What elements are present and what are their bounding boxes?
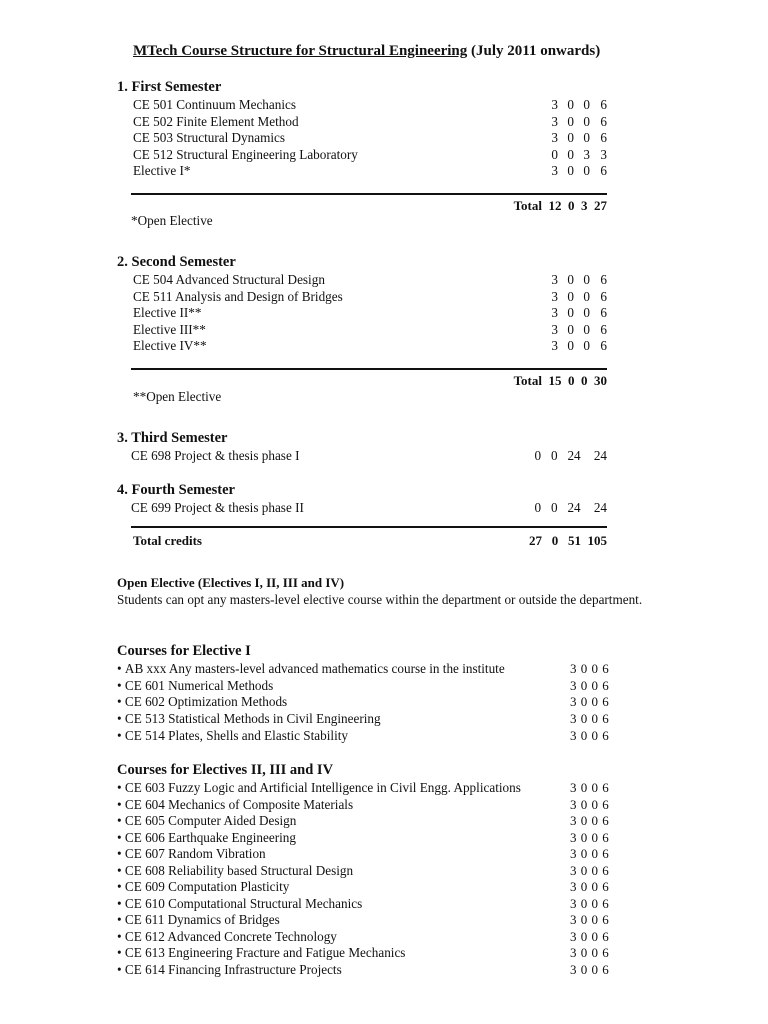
credit-cell: 0 bbox=[567, 289, 574, 304]
course-credits: 3 0 0 6 bbox=[570, 962, 610, 977]
credit-cell: 6 bbox=[600, 130, 607, 145]
credit-cell: 0 bbox=[567, 97, 574, 112]
list-item: • CE 613 Engineering Fracture and Fatigue Mechanics bbox=[117, 945, 406, 960]
sem2-total: Total 15 0 0 30 bbox=[513, 373, 607, 388]
course-credits: 3 0 0 6 bbox=[570, 896, 610, 911]
credit-cell: 0 bbox=[567, 130, 574, 145]
credit-cell: 3 bbox=[551, 97, 558, 112]
sem3-credits: 0 0 24 24 bbox=[534, 448, 607, 463]
open-elective-text: Students can opt any masters-level elective course within the department or outside the department. bbox=[117, 592, 643, 607]
credit-cell: 6 bbox=[600, 338, 607, 353]
credit-cell: 0 bbox=[583, 322, 590, 337]
credit-cell: 0 bbox=[567, 305, 574, 320]
course-credits: 3 0 0 6 bbox=[570, 678, 610, 693]
credit-cell: 3 bbox=[600, 147, 607, 162]
course-name: CE 603 Fuzzy Logic and Artificial Intelligence in Civil Engg. Applications bbox=[124, 780, 521, 795]
credit-cell: 3 bbox=[551, 305, 558, 320]
course-credits: 3 0 0 6 bbox=[570, 694, 610, 709]
divider-rule bbox=[131, 193, 607, 195]
total-credits-value: 27 0 51 105 bbox=[529, 533, 607, 548]
credit-cell: 0 bbox=[583, 272, 590, 287]
course-credits: 3 0 0 6 bbox=[570, 912, 610, 927]
course-name: CE 601 Numerical Methods bbox=[124, 678, 274, 693]
list-item: • CE 605 Computer Aided Design bbox=[117, 813, 297, 828]
credit-cell: 3 bbox=[551, 272, 558, 287]
credit-cell: 0 bbox=[583, 114, 590, 129]
course-name: CE 604 Mechanics of Composite Materials bbox=[124, 797, 354, 812]
course-name: CE 608 Reliability based Structural Design bbox=[124, 863, 354, 878]
total-credits-label: Total credits bbox=[133, 533, 202, 548]
list-item: • CE 513 Statistical Methods in Civil Engineering bbox=[117, 711, 381, 726]
credit-cell: 0 bbox=[567, 114, 574, 129]
sem4-course: CE 699 Project & thesis phase II bbox=[131, 500, 304, 515]
divider-rule bbox=[131, 368, 607, 370]
sem2-course-0: CE 504 Advanced Structural Design bbox=[133, 272, 325, 287]
list-item: • CE 610 Computational Structural Mechanics bbox=[117, 896, 363, 911]
credit-cell: 6 bbox=[600, 163, 607, 178]
credit-cell: 3 bbox=[551, 289, 558, 304]
open-elective-heading: Open Elective (Electives I, II, III and IV) bbox=[117, 575, 345, 590]
list-item: • CE 602 Optimization Methods bbox=[117, 694, 288, 709]
course-name: CE 612 Advanced Concrete Technology bbox=[124, 929, 337, 944]
credit-cell: 6 bbox=[600, 114, 607, 129]
list-item: • CE 607 Random Vibration bbox=[117, 846, 266, 861]
course-name: CE 614 Financing Infrastructure Projects bbox=[124, 962, 342, 977]
list-item: • CE 609 Computation Plasticity bbox=[117, 879, 290, 894]
credit-cell: 3 bbox=[551, 114, 558, 129]
course-credits: 3 0 0 6 bbox=[570, 830, 610, 845]
course-name: CE 606 Earthquake Engineering bbox=[124, 830, 296, 845]
credit-cell: 0 bbox=[567, 272, 574, 287]
sem4-credits: 0 0 24 24 bbox=[534, 500, 607, 515]
course-credits: 3 0 0 6 bbox=[570, 797, 610, 812]
elective2-heading: Courses for Electives II, III and IV bbox=[117, 762, 334, 778]
sem1-course-3: CE 512 Structural Engineering Laboratory bbox=[133, 147, 358, 162]
elective1-heading: Courses for Elective I bbox=[117, 643, 251, 659]
page-title bbox=[133, 43, 600, 60]
sem2-course-3: Elective III** bbox=[133, 322, 206, 337]
credit-cell: 0 bbox=[567, 147, 574, 162]
credit-cell: 3 bbox=[551, 338, 558, 353]
sem2-course-4: Elective IV** bbox=[133, 338, 207, 353]
credit-cell: 3 bbox=[551, 130, 558, 145]
course-credits: 3 0 0 6 bbox=[570, 728, 610, 743]
course-name: CE 605 Computer Aided Design bbox=[124, 813, 297, 828]
course-credits: 3 0 0 6 bbox=[570, 863, 610, 878]
course-name: CE 514 Plates, Shells and Elastic Stability bbox=[124, 728, 348, 743]
list-item: • CE 612 Advanced Concrete Technology bbox=[117, 929, 337, 944]
credit-cell: 0 bbox=[583, 305, 590, 320]
course-credits: 3 0 0 6 bbox=[570, 780, 610, 795]
course-name: CE 613 Engineering Fracture and Fatigue Mechanics bbox=[124, 945, 406, 960]
course-credits: 3 0 0 6 bbox=[570, 945, 610, 960]
sem1-total: Total 12 0 3 27 bbox=[513, 198, 607, 213]
credit-cell: 3 bbox=[583, 147, 590, 162]
course-credits: 3 0 0 6 bbox=[570, 711, 610, 726]
list-item: • CE 606 Earthquake Engineering bbox=[117, 830, 296, 845]
list-item: • CE 608 Reliability based Structural Design bbox=[117, 863, 354, 878]
course-credits: 3 0 0 6 bbox=[570, 929, 610, 944]
credit-cell: 6 bbox=[600, 289, 607, 304]
course-name: AB xxx Any masters-level advanced mathematics course in the institute bbox=[124, 661, 505, 676]
credit-cell: 3 bbox=[551, 322, 558, 337]
sem4-heading: 4. Fourth Semester bbox=[117, 482, 235, 498]
credit-cell: 6 bbox=[600, 272, 607, 287]
list-item: • CE 603 Fuzzy Logic and Artificial Intelligence in Civil Engg. Applications bbox=[117, 780, 521, 795]
sem2-note: **Open Elective bbox=[133, 389, 222, 404]
credit-cell: 0 bbox=[567, 322, 574, 337]
course-credits: 3 0 0 6 bbox=[570, 879, 610, 894]
credit-cell: 0 bbox=[551, 147, 558, 162]
sem1-note: *Open Elective bbox=[131, 213, 213, 228]
sem2-course-1: CE 511 Analysis and Design of Bridges bbox=[133, 289, 343, 304]
credit-cell: 6 bbox=[600, 322, 607, 337]
course-name: CE 607 Random Vibration bbox=[124, 846, 266, 861]
course-name: CE 611 Dynamics of Bridges bbox=[124, 912, 280, 927]
course-name: CE 610 Computational Structural Mechanics bbox=[124, 896, 363, 911]
sem1-course-2: CE 503 Structural Dynamics bbox=[133, 130, 285, 145]
list-item: • CE 514 Plates, Shells and Elastic Stability bbox=[117, 728, 348, 743]
sem1-heading: 1. First Semester bbox=[117, 79, 222, 95]
list-item: • CE 604 Mechanics of Composite Materials bbox=[117, 797, 354, 812]
course-name: CE 609 Computation Plasticity bbox=[124, 879, 290, 894]
credit-cell: 6 bbox=[600, 97, 607, 112]
sem1-course-1: CE 502 Finite Element Method bbox=[133, 114, 299, 129]
credit-cell: 6 bbox=[600, 305, 607, 320]
credit-cell: 0 bbox=[583, 289, 590, 304]
list-item: • CE 611 Dynamics of Bridges bbox=[117, 912, 280, 927]
list-item: • CE 601 Numerical Methods bbox=[117, 678, 274, 693]
credit-cell: 0 bbox=[567, 338, 574, 353]
credit-cell: 3 bbox=[551, 163, 558, 178]
course-credits: 3 0 0 6 bbox=[570, 661, 610, 676]
credit-cell: 0 bbox=[583, 130, 590, 145]
credit-cell: 0 bbox=[583, 97, 590, 112]
credit-cell: 0 bbox=[583, 163, 590, 178]
title-main: MTech Course Structure for Structural Engineering bbox=[133, 43, 468, 59]
list-item: • AB xxx Any masters-level advanced mathematics course in the institute bbox=[117, 661, 505, 676]
list-item: • CE 614 Financing Infrastructure Projects bbox=[117, 962, 342, 977]
sem2-heading: 2. Second Semester bbox=[117, 254, 236, 270]
course-credits: 3 0 0 6 bbox=[570, 846, 610, 861]
sem1-course-4: Elective I* bbox=[133, 163, 191, 178]
credit-cell: 0 bbox=[583, 338, 590, 353]
sem3-course: CE 698 Project & thesis phase I bbox=[131, 448, 300, 463]
course-name: CE 513 Statistical Methods in Civil Engineering bbox=[124, 711, 381, 726]
sem2-course-2: Elective II** bbox=[133, 305, 202, 320]
course-credits: 3 0 0 6 bbox=[570, 813, 610, 828]
divider-rule bbox=[131, 526, 607, 528]
sem1-course-0: CE 501 Continuum Mechanics bbox=[133, 97, 296, 112]
course-name: CE 602 Optimization Methods bbox=[124, 694, 288, 709]
sem3-heading: 3. Third Semester bbox=[117, 430, 228, 446]
credit-cell: 0 bbox=[567, 163, 574, 178]
title-suffix: (July 2011 onwards) bbox=[471, 43, 601, 59]
